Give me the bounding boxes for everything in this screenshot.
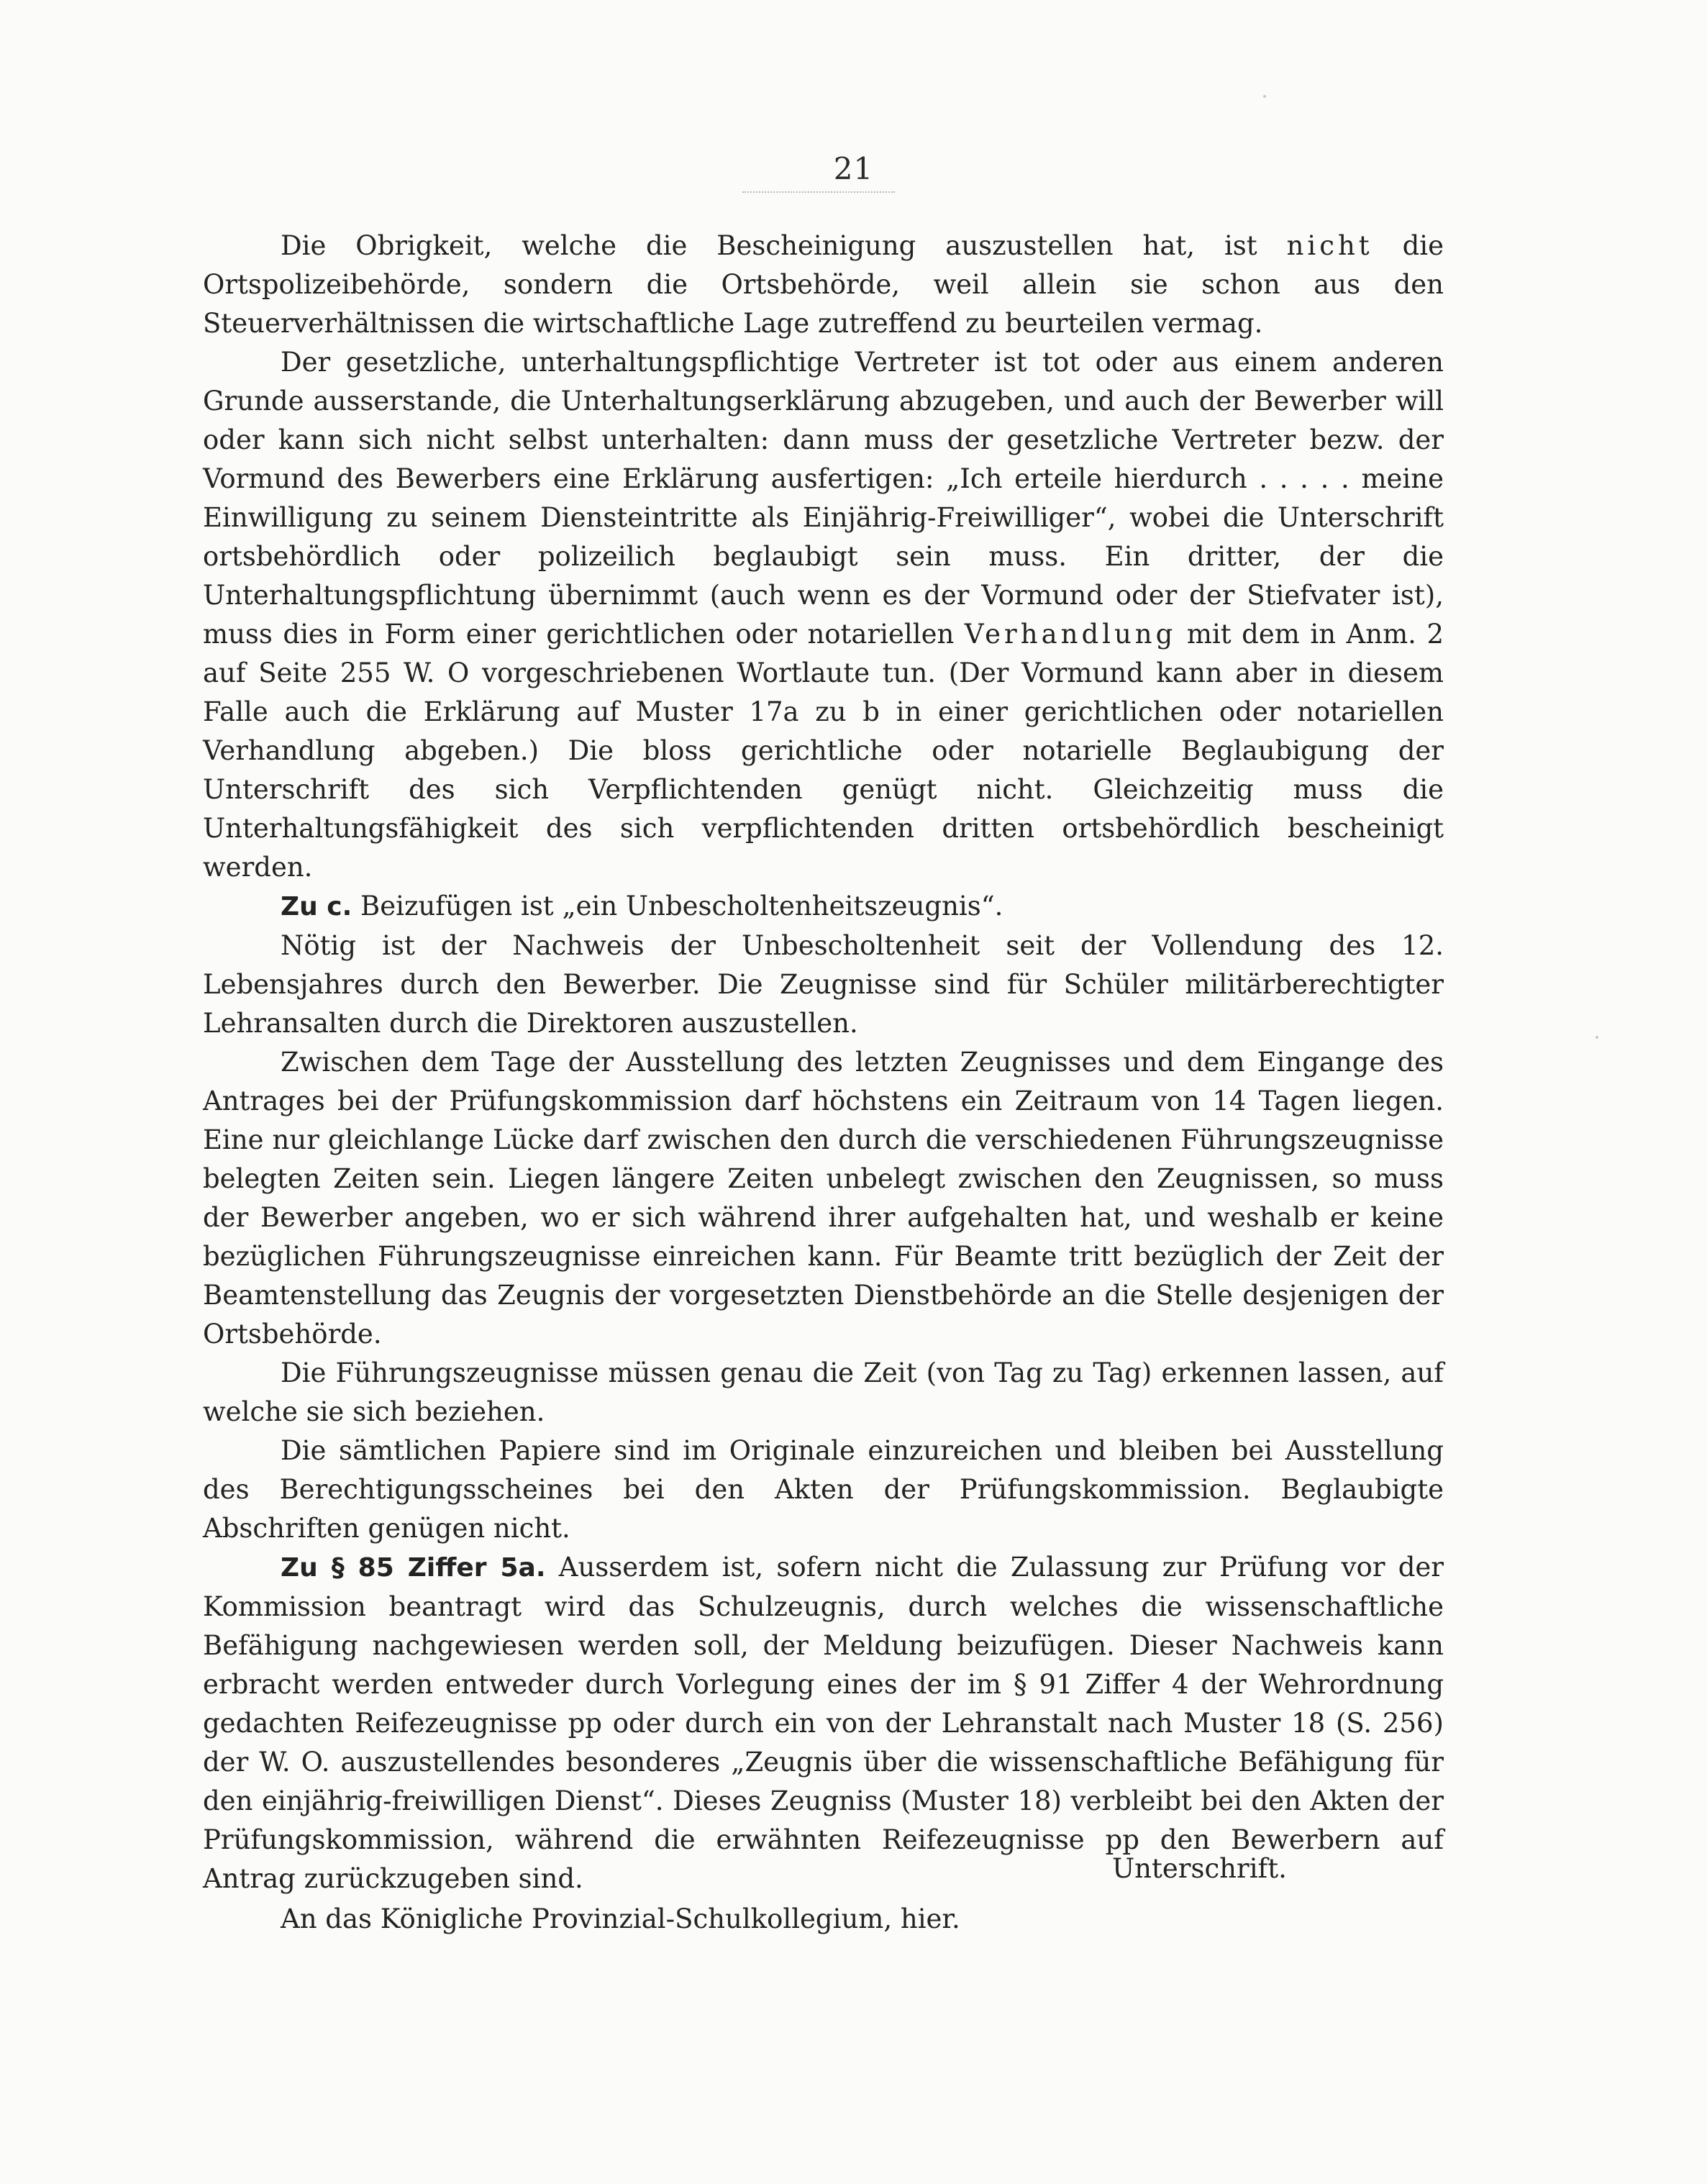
paper-speck (1596, 1036, 1598, 1039)
paragraph-zu-c (203, 887, 1444, 927)
paragraph-zeitraum (203, 1043, 1444, 1354)
paragraph-text: die Ortspolizeibehörde, sondern die Ortsbehörde, weil allein sie schon aus den Steuerverhältnissen die wirtschaftliche Lage zutreffend zu beurteilen vermag. (203, 230, 1444, 339)
emphasized-word: nicht (1286, 230, 1373, 261)
paper-speck (1263, 95, 1266, 98)
paragraph-text: mit dem in Anm. 2 auf Seite 255 W. O vorgeschriebenen Wortlaute tun. (Der Vormund kann aber in diesem Falle auch die Erklärung auf Muster 17a zu b in einer gerichtlichen oder notariellen Verhandlung abgeben.) Die bloss gerichtliche oder notarielle Beglaubigung der Unterschrift des sich Verpflichtenden genügt nicht. Gleichzeitig muss die Unterhaltungsfähigkeit des sich verpflichtenden dritten ortsbehördlich bescheinigt werden. (203, 619, 1444, 883)
recipient-address: An das Königliche Provinzial-Schulkollegium, hier. (281, 1903, 960, 1934)
paragraph-papiere (203, 1432, 1444, 1548)
page-number-divider (742, 191, 895, 193)
paragraph-text: Beizufügen ist „ein Unbescholtenheitszeugnis“. (360, 891, 1003, 922)
paragraph-fuehrungszeugnisse (203, 1354, 1444, 1432)
section-heading-ziffer-5a: Zu § 85 Ziffer 5a. (281, 1553, 546, 1583)
paragraph-text: Der gesetzliche, unterhaltungspflichtige Vertreter ist tot oder aus einem anderen Grunde ausserstande, die Unterhaltungserklärung abzugeben, und auch der Bewerber will oder kann sich nicht selbst unterhalten: dann muss der gesetzliche Vertreter bezw. der Vormund des Bewerbers eine Erklärung ausfertigen: „Ich erteile hierdurch . . . . . meine Einwilligung zu seinem Diensteintritte als Einjährig-Freiwilliger“, wobei die Unterschrift ortsbehördlich oder polizeilich beglaubigt sein muss. Ein dritter, der die Unterhaltungspflichtung übernimmt (auch wenn es der Vormund oder der Stiefvater ist), muss dies in Form einer gerichtlichen oder notariellen (203, 347, 1444, 650)
paragraph-text: Ausserdem ist, sofern nicht die Zulassung zur Prüfung vor der Kommission beantragt wird das Schulzeugnis, durch welches die wissenschaftliche Befähigung nachgewiesen werden soll, der Meldung beizufügen. Dieser Nachweis kann erbracht werden entweder durch Vorlegung eines der im § 91 Ziffer 4 der Wehrordnung gedachten Reifezeugnisse pp oder durch ein von der Lehranstalt nach Muster 18 (S. 256) der W. O. auszustellendes besonderes „Zeugnis über die wissenschaftliche Befähigung für den einjährig-freiwilligen Dienst“. Dieses Zeugniss (Muster 18) verbleibt bei den Akten der Prüfungskommission, während die erwähnten Reifezeugnisse pp den Bewerbern auf Antrag zurückzugeben sind. (203, 1552, 1444, 1894)
paragraph-obrigkeit (203, 227, 1444, 343)
paragraph-vertreter (203, 343, 1444, 887)
emphasized-word: Verhandlung (964, 619, 1177, 650)
paragraph-text: Nötig ist der Nachweis der Unbescholtenheit seit der Vollendung des 12. Lebensjahres durch den Bewerber. Die Zeugnisse sind für Schüler militärberechtigter Lehransalten durch die Direktoren auszustellen. (203, 930, 1444, 1039)
paragraph-text: Die sämtlichen Papiere sind im Originale einzureichen und bleiben bei Ausstellung des Berechtigungsscheines bei den Akten der Prüfungskommission. Beglaubigte Abschriften genügen nicht. (203, 1435, 1444, 1544)
paragraph-ziffer-5a (203, 1548, 1444, 1898)
paragraph-text: Die Führungszeugnisse müssen genau die Zeit (von Tag zu Tag) erkennen lassen, auf welche sie sich beziehen. (203, 1357, 1444, 1427)
section-heading-zu-c: Zu c. (281, 892, 352, 922)
signature-line: Unterschrift. (1112, 1853, 1287, 1884)
paragraph-text: Zwischen dem Tage der Ausstellung des letzten Zeugnisses und dem Eingange des Antrages bei der Prüfungskommission darf höchstens ein Zeitraum von 14 Tagen liegen. Eine nur gleichlange Lücke darf zwischen den durch die verschiedenen Führungszeugnisse belegten Zeiten sein. Liegen längere Zeiten unbelegt zwischen den Zeugnissen, so muss der Bewerber angeben, wo er sich während ihrer aufgehalten hat, und weshalb er keine bezüglichen Führungszeugnisse einreichen kann. Für Beamte tritt bezüglich der Zeit der Beamtenstellung das Zeugnis der vorgesetzten Dienstbehörde an die Stelle desjenigen der Ortsbehörde. (203, 1047, 1444, 1350)
paragraph-text: Die Obrigkeit, welche die Bescheinigung auszustellen hat, ist (281, 230, 1257, 261)
paragraph-nachweis (203, 927, 1444, 1043)
page-number: 21 (833, 151, 874, 186)
document-body (203, 227, 1444, 1898)
